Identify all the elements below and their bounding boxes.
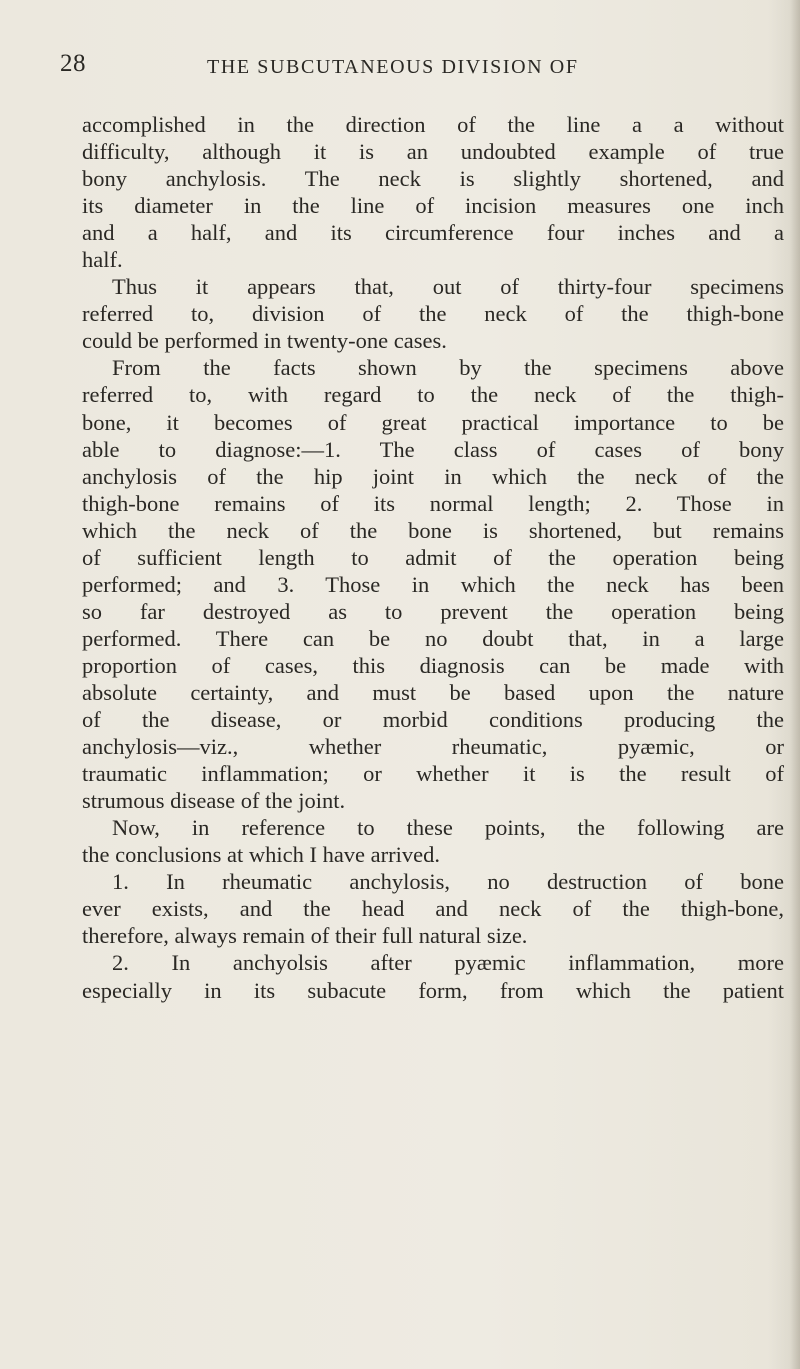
text-line: performed; and 3. Those in which the neck has been [82,571,784,597]
text-line: difficulty, although it is an undoubted example of true [82,139,784,165]
text-line: of sufficient length to admit of the operation being [82,544,784,570]
text-line: bony anchylosis. The neck is slightly shortened, and [82,166,784,192]
text-line: and a half, and its circumference four inches and a [82,220,784,246]
text-line: accomplished in the direction of the line a a without [82,112,784,137]
text-line: so far destroyed as to prevent the operation being [82,598,784,624]
text-line: 1. In rheumatic anchylosis, no destruction of bone [112,869,784,895]
text-line: anchylosis of the hip joint in which the neck of the [82,463,784,489]
text-line: Thus it appears that, out of thirty-four specimens [112,274,784,300]
text-line: ever exists, and the head and neck of the thigh-bone, [82,896,784,922]
text-line: its diameter in the line of incision measures one inch [82,193,784,219]
text-line: absolute certainty, and must be based upon the nature [82,679,784,705]
text-line: referred to, division of the neck of the thigh-bone [82,301,784,327]
body-text [82,111,784,1004]
page-header [60,50,760,90]
text-line: therefore, always remain of their full natural size. [82,923,528,949]
text-line: half. [82,247,123,273]
text-line: performed. There can be no doubt that, in a large [82,625,784,651]
text-line: of the disease, or morbid conditions producing the [82,707,784,733]
page-number: 28 [60,50,86,77]
text-line: bone, it becomes of great practical importance to be [82,409,784,435]
text-line: anchylosis—viz., whether rheumatic, pyæmic, or [82,734,784,760]
text-line: Now, in reference to these points, the following are [112,815,784,841]
text-line: which the neck of the bone is shortened, but remains [82,517,784,543]
page-edge-shadow [790,0,800,1369]
text-line: could be performed in twenty-one cases. [82,328,447,354]
text-line: referred to, with regard to the neck of the thigh- [82,382,784,408]
text-line: proportion of cases, this diagnosis can be made with [82,652,784,678]
text-line: able to diagnose:—1. The class of cases of bony [82,436,784,462]
text-line: strumous disease of the joint. [82,788,346,814]
text-line: the conclusions at which I have arrived. [82,842,441,868]
text-line: From the facts shown by the specimens above [112,355,784,381]
running-head: THE SUBCUTANEOUS DIVISION OF [207,56,579,78]
text-line: 2. In anchyolsis after pyæmic inflammation, more [112,950,784,976]
text-line: traumatic inflammation; or whether it is the result of [82,761,784,787]
text-line: especially in its subacute form, from which the patient [82,977,784,1003]
text-line: thigh-bone remains of its normal length; 2. Those in [82,490,784,516]
